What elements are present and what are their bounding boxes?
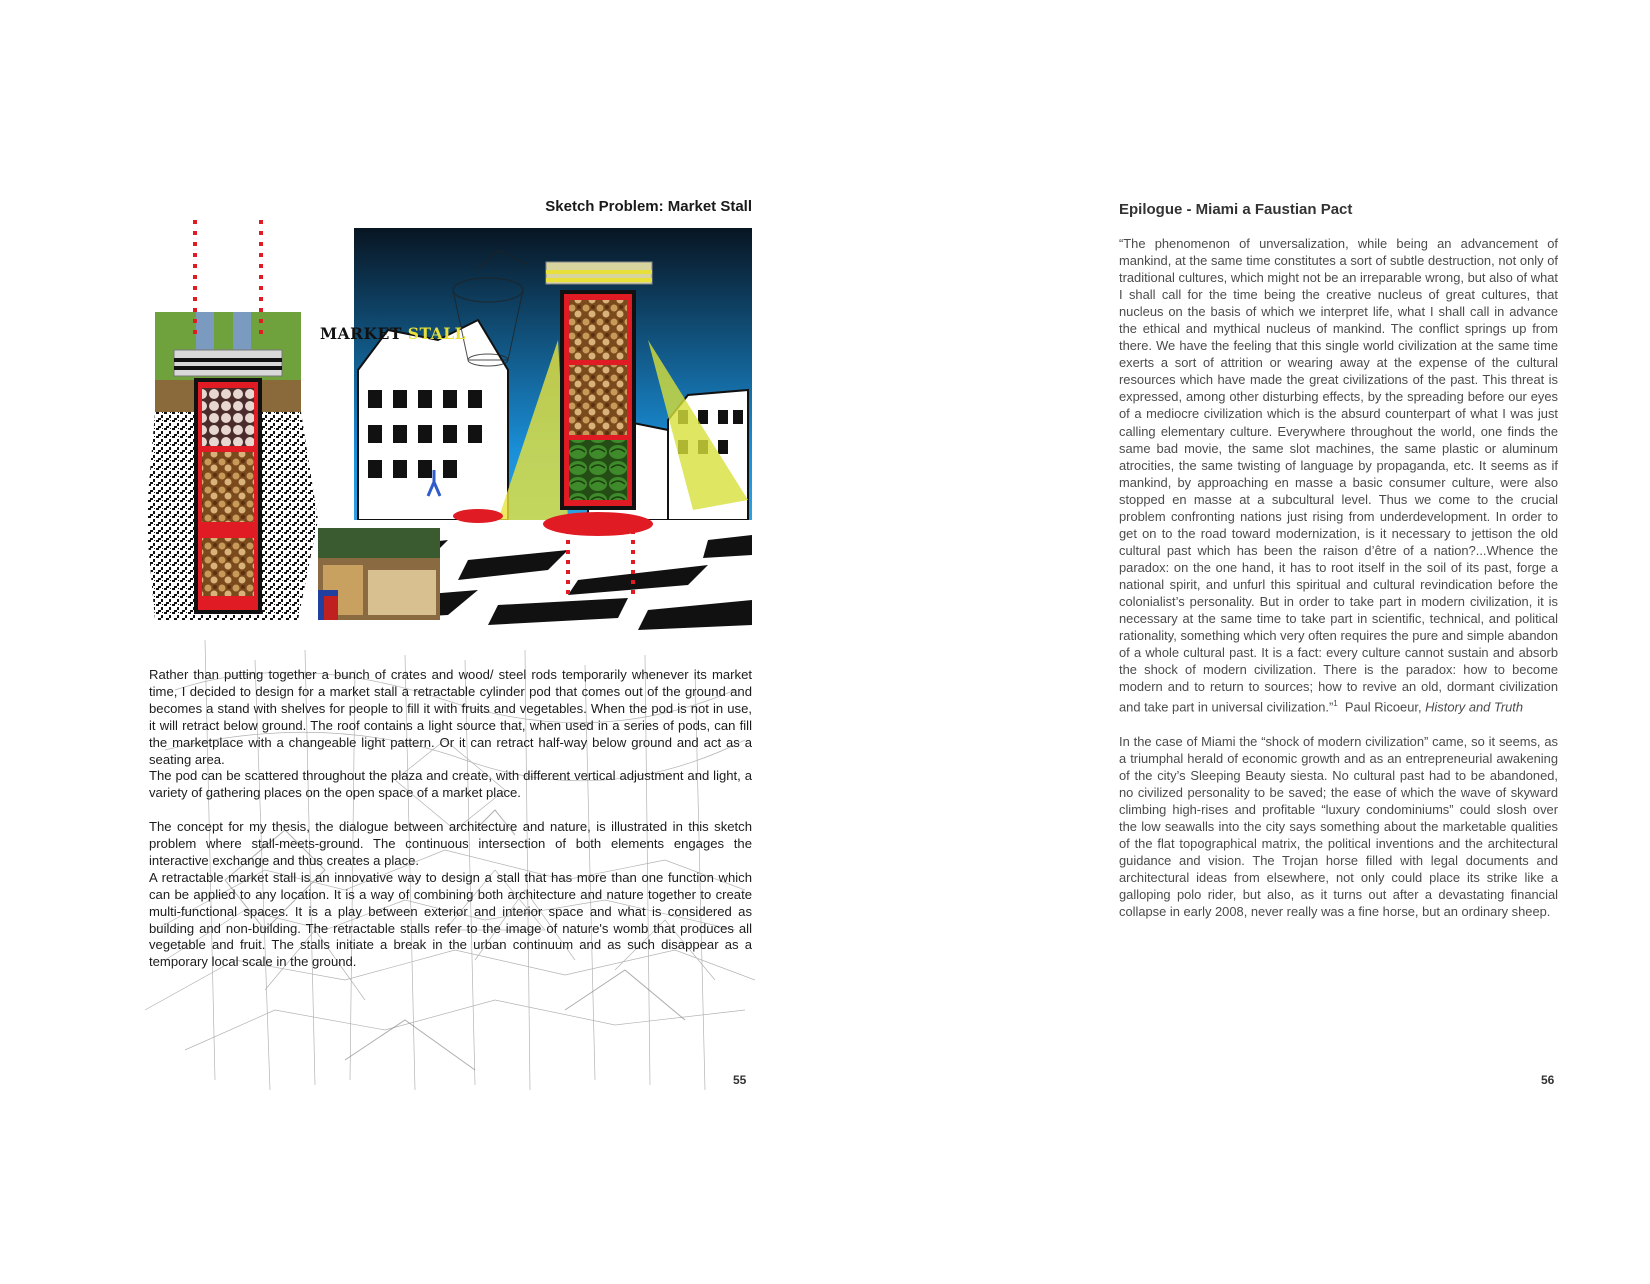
collage-label (320, 324, 466, 343)
page-title: Epilogue - Miami a Faustian Pact (1119, 201, 1353, 218)
quote-attribution: Paul Ricoeur, (1344, 699, 1422, 715)
page-number: 55 (733, 1073, 747, 1087)
paragraph: The pod can be scattered throughout the plaza and create, with different vertical adjustment and light, a variety of gathering places on the open space of a market place. (149, 768, 752, 801)
collage-label-word1: MARKET (320, 324, 402, 343)
page-title: Sketch Problem: Market Stall (545, 198, 752, 215)
quote-source: History and Truth (1425, 699, 1524, 715)
paragraph: The concept for my thesis, the dialogue between architecture and nature, is illustrated in this sketch problem where stall-meets-ground. The continuous intersection of both elements engages the interactive exchange and thus creates a place. (149, 819, 752, 868)
paragraph: Rather than putting together a bunch of crates and wood/ steel rods temporarily whenever its market time, I decided to design for a market stall a retractable cylinder pod that comes out of the ground and becomes a stand with shelves for people to fill it with fruits and vegetables. When the pod is not in use, it will retract below ground. The roof contains a light source that, when used in a series of pods, can fill the marketplace with a changeable light pattern. Or it can retract half-way below ground and act as a seating area. (149, 667, 752, 767)
footnote-mark: 1 (1333, 699, 1338, 709)
paragraph: A retractable market stall is an innovative way to design a stall that has more than one function which can be applied to any location. It is a way of combining both architecture and nature together to create multi-functional spaces. It is a play between exterior and interior space and what is considered as building and non-building. The retractable stalls refer to the image of nature's womb that produces all vegetable and fruit. The stalls initiate a break in the urban continuum and as such disappear as a temporary local scale in the ground. (149, 869, 752, 970)
quote-paragraph (1119, 235, 1558, 716)
paragraph: In the case of Miami the “shock of modern civilization” came, so it seems, as a triumphal herald of economic growth and as an entrepreneurial awakening of the city’s Sleeping Beauty siesta. No cultural past had to be abandoned, no civilized personality to be saved; the ease of which the wave of skyward climbing high-rises and profitable “luxury condominiums” could slosh over the low seawalls into the city says something about the marketable qualities of the flat topographical matrix, the political inventions and the architectural guidance and vision. The Trojan horse filled with legal documents and architectural ideas from elsewhere, not only could place its strike like a galloping polo rider, but also, as it turns out after a devastating financial collapse in early 2008, never really was a fine horse, but an ordinary sheep. (1119, 733, 1558, 920)
quote-text: “The phenomenon of unversalization, while being an advancement of mankind, at the same time constitutes a sort of subtle destruction, not only of traditional cultures, which might not be an irreparable wrong, but also of what I shall call for the time being the creative nucleus of great cultures, that nucleus on the basis of which we interpret life, what I shall call in advance the ethical and mythical nucleus of mankind. The conflict springs up from there. We have the feeling that this single world civilization at the same time exerts a sort of attrition or wearing away at the expense of the cultural resources which have made the great civilizations of the past. This threat is expressed, among other disturbing effects, by the spreading before our eyes of a mediocre civilization which is the absurd counterpart of what I was just calling elementary culture. Everywhere throughout the world, one finds the same bad movie, the same slot machines, the same plastic or aluminum atrocities, the same twisting of language by propaganda, etc. It seems as if mankind, by approaching en masse a basic consumer culture, were also stopped en masse at a subcultural level. Thus we come to the crucial problem confronting nations just rising from underdevelopment. In order to get on to the road toward modernization, is it necessary to jettison the old cultural past which has been the raison d’être of a nation?...Whence the paradox: on the one hand, it has to root itself in the soil of its past, forge a national spirit, and unfurl this spiritual and cultural revindication before the colonialist’s personality. But in order to take part in modern civilization, it is necessary at the same time to take part in scientific, technical, and political rationality, something which very often requires the pure and simple abandon of a whole cultural past. It is a fact: every culture cannot sustain and absorb the shock of modern civilization. There is the paradox: how to become modern and to return to sources; how to revive an old, dormant civilization and take part in universal civilization.” (1119, 236, 1558, 715)
left-body-text (149, 667, 752, 971)
page-number: 56 (1541, 1073, 1555, 1087)
market-stall-collage (148, 220, 754, 640)
right-page (825, 0, 1650, 1284)
right-body-text (1119, 235, 1558, 920)
collage-label-word2: STALL (407, 324, 466, 343)
